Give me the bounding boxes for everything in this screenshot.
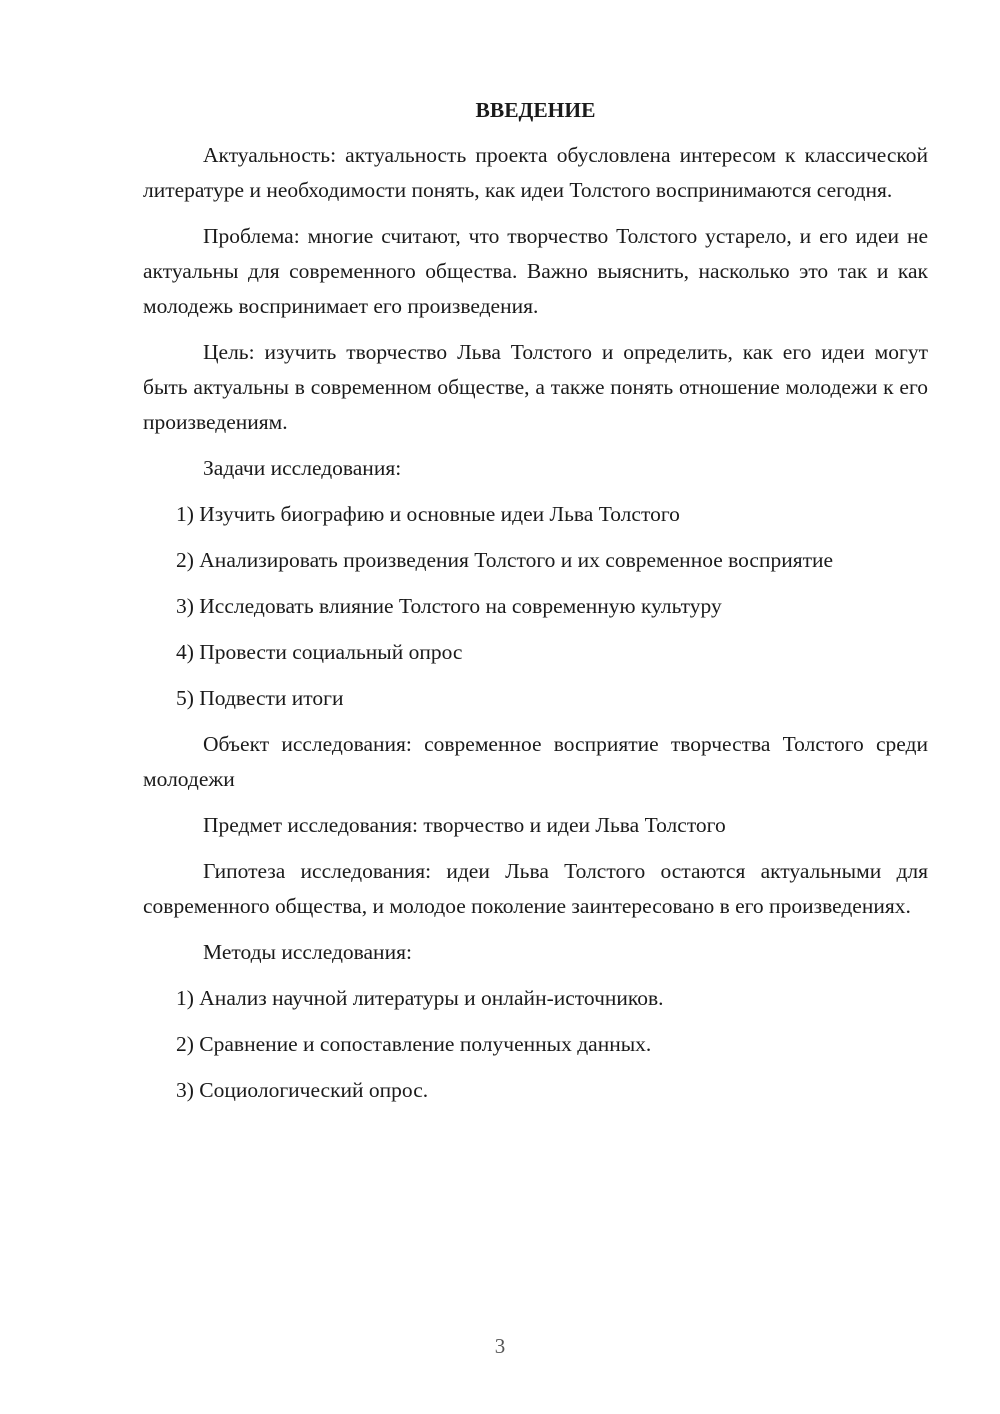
- subject-paragraph: Предмет исследования: творчество и идеи Льва Толстого: [203, 813, 726, 837]
- list-item: 1) Изучить биографию и основные идеи Льва Толстого: [176, 502, 680, 526]
- page-number: 3: [494, 1334, 506, 1358]
- list-item: 2) Анализировать произведения Толстого и их современное восприятие: [176, 548, 834, 572]
- tasks-heading: Задачи исследования:: [203, 456, 402, 480]
- list-item: 3) Исследовать влияние Толстого на современную культуру: [176, 594, 722, 618]
- section-title: ВВЕДЕНИЕ: [475, 98, 596, 122]
- document-page: [143, 96, 928, 1119]
- object-paragraph: Объект исследования: современное восприятие творчества Толстого среди молодежи: [143, 732, 928, 791]
- methods-heading: Методы исследования:: [203, 940, 412, 964]
- relevance-paragraph: Актуальность: актуальность проекта обусловлена интересом к классической литературе и необходимости понять, как идеи Толстого воспринимаются сегодня.: [143, 143, 928, 202]
- methods-list: [143, 981, 928, 1108]
- list-item: 1) Анализ научной литературы и онлайн-источников.: [176, 986, 664, 1010]
- problem-paragraph: Проблема: многие считают, что творчество Толстого устарело, и его идеи не актуальны для современного общества. Важно выяснить, насколько это так и как молодежь воспринимает его произведения.: [143, 224, 928, 318]
- list-item: 4) Провести социальный опрос: [176, 640, 463, 664]
- list-item: 3) Социологический опрос.: [176, 1078, 429, 1102]
- hypothesis-paragraph: Гипотеза исследования: идеи Льва Толстого остаются актуальными для современного общества, и молодое поколение заинтересовано в его произведениях.: [143, 859, 928, 918]
- list-item: 2) Сравнение и сопоставление полученных данных.: [176, 1032, 652, 1056]
- list-item: 5) Подвести итоги: [176, 686, 344, 710]
- tasks-list: [143, 497, 928, 716]
- goal-paragraph: Цель: изучить творчество Льва Толстого и определить, как его идеи могут быть актуальны в современном обществе, а также понять отношение молодежи к его произведениям.: [143, 340, 928, 434]
